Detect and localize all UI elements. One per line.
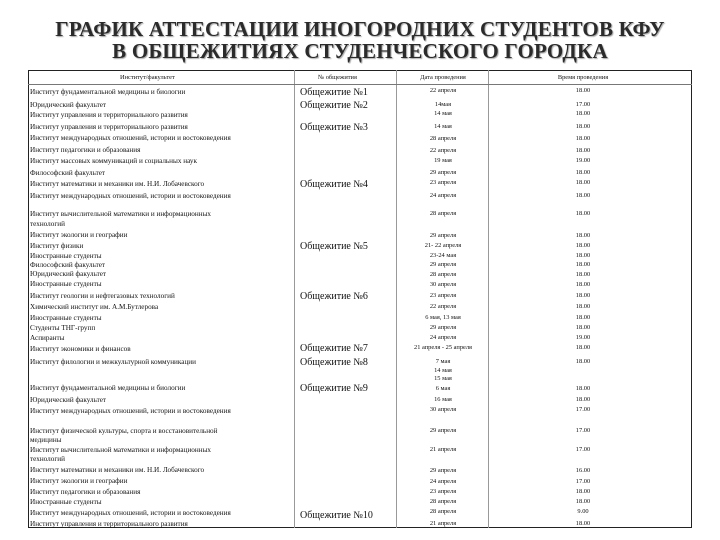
date-cell: 30 апреля xyxy=(429,406,457,413)
date-cell: 6 мая xyxy=(435,385,451,392)
institute-cell: Институт педагогики и образования xyxy=(30,488,141,496)
date-cell: 14 мая xyxy=(434,367,452,374)
header-time: Время проведения xyxy=(557,74,609,81)
time-cell: 18.00 xyxy=(575,344,591,351)
time-cell: 18.00 xyxy=(575,498,591,505)
date-cell: 19 мая xyxy=(434,157,452,164)
time-cell: 18.00 xyxy=(575,135,591,142)
institute-cell: Институт геологии и нефтегазовых технологий xyxy=(30,292,175,300)
time-cell: 18.00 xyxy=(575,123,591,130)
institute-cell: Иностранные студенты xyxy=(30,498,102,506)
date-cell: 22 апреля xyxy=(429,87,457,94)
time-cell: 17.00 xyxy=(575,446,591,453)
time-cell: 18.00 xyxy=(575,488,591,495)
date-cell: 28 апреля xyxy=(429,271,457,278)
dormitory-cell: Общежитие №8 xyxy=(300,357,368,368)
dormitory-cell: Общежитие №4 xyxy=(300,179,368,190)
institute-cell: Философский факультет xyxy=(30,261,106,269)
institute-cell: Химический институт им. А.М.Бутлерова xyxy=(30,303,159,311)
institute-cell: Институт фундаментальной медицины и биологии xyxy=(30,384,186,392)
date-cell: 21- 22 апреля xyxy=(424,242,462,249)
date-cell: 29 апреля xyxy=(429,467,457,474)
time-cell: 18.00 xyxy=(575,281,591,288)
dormitory-cell: Общежитие №2 xyxy=(300,100,368,111)
time-cell: 17.00 xyxy=(575,406,591,413)
time-cell: 18.00 xyxy=(575,271,591,278)
time-cell: 18.00 xyxy=(575,261,591,268)
institute-cell: Институт фундаментальной медицины и биологии xyxy=(30,88,186,96)
institute-cell: Философский факультет xyxy=(30,169,106,177)
institute-cell: технологий xyxy=(30,455,65,463)
time-cell: 19.00 xyxy=(575,157,591,164)
time-cell: 18.00 xyxy=(575,147,591,154)
date-cell: 23-24 мая xyxy=(429,252,457,259)
time-cell: 18.00 xyxy=(575,192,591,199)
date-cell: 29 апреля xyxy=(429,324,457,331)
time-cell: 17.00 xyxy=(575,427,591,434)
institute-cell: Институт управления и территориального развития xyxy=(30,123,188,131)
column-divider xyxy=(488,70,489,528)
header-institute: Институт/факультет xyxy=(120,74,175,81)
date-cell: 24 апреля xyxy=(429,192,457,199)
time-cell: 18.00 xyxy=(575,252,591,259)
date-cell: 15 мая xyxy=(434,375,452,382)
date-cell: 28 апреля xyxy=(429,135,457,142)
institute-cell: Институт математики и механики им. Н.И. Лобачевского xyxy=(30,466,205,474)
dormitory-cell: Общежитие №3 xyxy=(300,122,368,133)
date-cell: 14 мая xyxy=(434,110,452,117)
date-cell: 30 апреля xyxy=(429,281,457,288)
time-cell: 17.00 xyxy=(575,478,591,485)
date-cell: 28 апреля xyxy=(429,210,457,217)
time-cell: 18.00 xyxy=(575,232,591,239)
institute-cell: Аспиранты xyxy=(30,334,65,342)
dormitory-cell: Общежитие №6 xyxy=(300,291,368,302)
institute-cell: Юридический факультет xyxy=(30,396,107,404)
header-dormitory: № общежития xyxy=(318,74,357,81)
time-cell: 18.00 xyxy=(575,396,591,403)
time-cell: 18.00 xyxy=(575,324,591,331)
institute-cell: Институт экологии и географии xyxy=(30,477,128,485)
institute-cell: Институт педагогики и образования xyxy=(30,146,141,154)
date-cell: 21 апреля xyxy=(429,446,457,453)
dormitory-cell: Общежитие №7 xyxy=(300,343,368,354)
institute-cell: Институт вычислительной математики и информационных xyxy=(30,210,212,218)
dormitory-cell: Общежитие №9 xyxy=(300,383,368,394)
institute-cell: Институт международных отношений, истории и востоковедения xyxy=(30,192,231,200)
time-cell: 18.00 xyxy=(575,210,591,217)
institute-cell: Институт физической культуры, спорта и восстановительной xyxy=(30,427,218,435)
date-cell: 21 апреля xyxy=(429,520,457,527)
institute-cell: Юридический факультет xyxy=(30,101,107,109)
institute-cell: Иностранные студенты xyxy=(30,280,102,288)
institute-cell: Институт управления и территориального развития xyxy=(30,520,188,528)
date-cell: 23 апреля xyxy=(429,488,457,495)
header-divider xyxy=(28,84,692,85)
time-cell: 16.00 xyxy=(575,467,591,474)
date-cell: 29 апреля xyxy=(429,261,457,268)
time-cell: 18.00 xyxy=(575,242,591,249)
institute-cell: Иностранные студенты xyxy=(30,252,102,260)
date-cell: 24 апреля xyxy=(429,334,457,341)
title-line-1: ГРАФИК АТТЕСТАЦИИ ИНОГОРОДНИХ СТУДЕНТОВ КФУ xyxy=(55,17,665,41)
institute-cell: Институт филологии и межкультурной коммуникации xyxy=(30,358,197,366)
date-cell: 24 апреля xyxy=(429,478,457,485)
time-cell: 18.00 xyxy=(575,520,591,527)
time-cell: 18.00 xyxy=(575,169,591,176)
document-title xyxy=(0,18,720,62)
time-cell: 17.00 xyxy=(575,101,591,108)
date-cell: 28 апреля xyxy=(429,498,457,505)
date-cell: 22 апреля xyxy=(429,147,457,154)
institute-cell: Институт вычислительной математики и информационных xyxy=(30,446,212,454)
institute-cell: Институт управления и территориального развития xyxy=(30,111,188,119)
date-cell: 22 апреля xyxy=(429,303,457,310)
institute-cell: Институт международных отношений, истории и востоковедения xyxy=(30,509,231,517)
time-cell: 18.00 xyxy=(575,292,591,299)
institute-cell: Институт экономики и финансов xyxy=(30,345,131,353)
date-cell: 16 мая xyxy=(434,396,452,403)
time-cell: 18.00 xyxy=(575,314,591,321)
time-cell: 18.00 xyxy=(575,110,591,117)
institute-cell: Институт международных отношений, истории и востоковедения xyxy=(30,134,231,142)
date-cell: 7 мая xyxy=(435,358,451,365)
institute-cell: Институт математики и механики им. Н.И. Лобачевского xyxy=(30,180,205,188)
dormitory-cell: Общежитие №10 xyxy=(300,510,373,521)
institute-cell: медицины xyxy=(30,436,62,444)
date-cell: 23 апреля xyxy=(429,179,457,186)
date-cell: 14 мая xyxy=(434,123,452,130)
date-cell: 21 апреля - 25 апреля xyxy=(414,344,472,351)
time-cell: 19.00 xyxy=(575,334,591,341)
column-divider xyxy=(396,70,397,528)
time-cell: 18.00 xyxy=(575,358,591,365)
date-cell: 29 апреля xyxy=(429,169,457,176)
time-cell: 18.00 xyxy=(575,303,591,310)
institute-cell: Институт физики xyxy=(30,242,84,250)
institute-cell: Юридический факультет xyxy=(30,270,107,278)
institute-cell: технологий xyxy=(30,220,65,228)
dormitory-cell: Общежитие №5 xyxy=(300,241,368,252)
date-cell: 6 мая, 13 мая xyxy=(425,314,461,321)
time-cell: 18.00 xyxy=(575,87,591,94)
date-cell: 28 апреля xyxy=(429,508,457,515)
date-cell: 14мая xyxy=(434,101,452,108)
header-date: Дата проведения xyxy=(420,74,466,81)
institute-cell: Студенты ТНГ-групп xyxy=(30,324,96,332)
date-cell: 29 апреля xyxy=(429,427,457,434)
institute-cell: Институт экологии и географии xyxy=(30,231,128,239)
time-cell: 18.00 xyxy=(575,385,591,392)
title-line-2: В ОБЩЕЖИТИЯХ СТУДЕНЧЕСКОГО ГОРОДКА xyxy=(112,39,608,63)
institute-cell: Институт международных отношений, истории и востоковедения xyxy=(30,407,231,415)
time-cell: 9.00 xyxy=(577,508,589,515)
dormitory-cell: Общежитие №1 xyxy=(300,87,368,98)
date-cell: 23 апреля xyxy=(429,292,457,299)
time-cell: 18.00 xyxy=(575,179,591,186)
date-cell: 29 апреля xyxy=(429,232,457,239)
column-divider xyxy=(294,70,295,528)
institute-cell: Институт массовых коммуникаций и социальных наук xyxy=(30,157,198,165)
institute-cell: Иностранные студенты xyxy=(30,314,102,322)
